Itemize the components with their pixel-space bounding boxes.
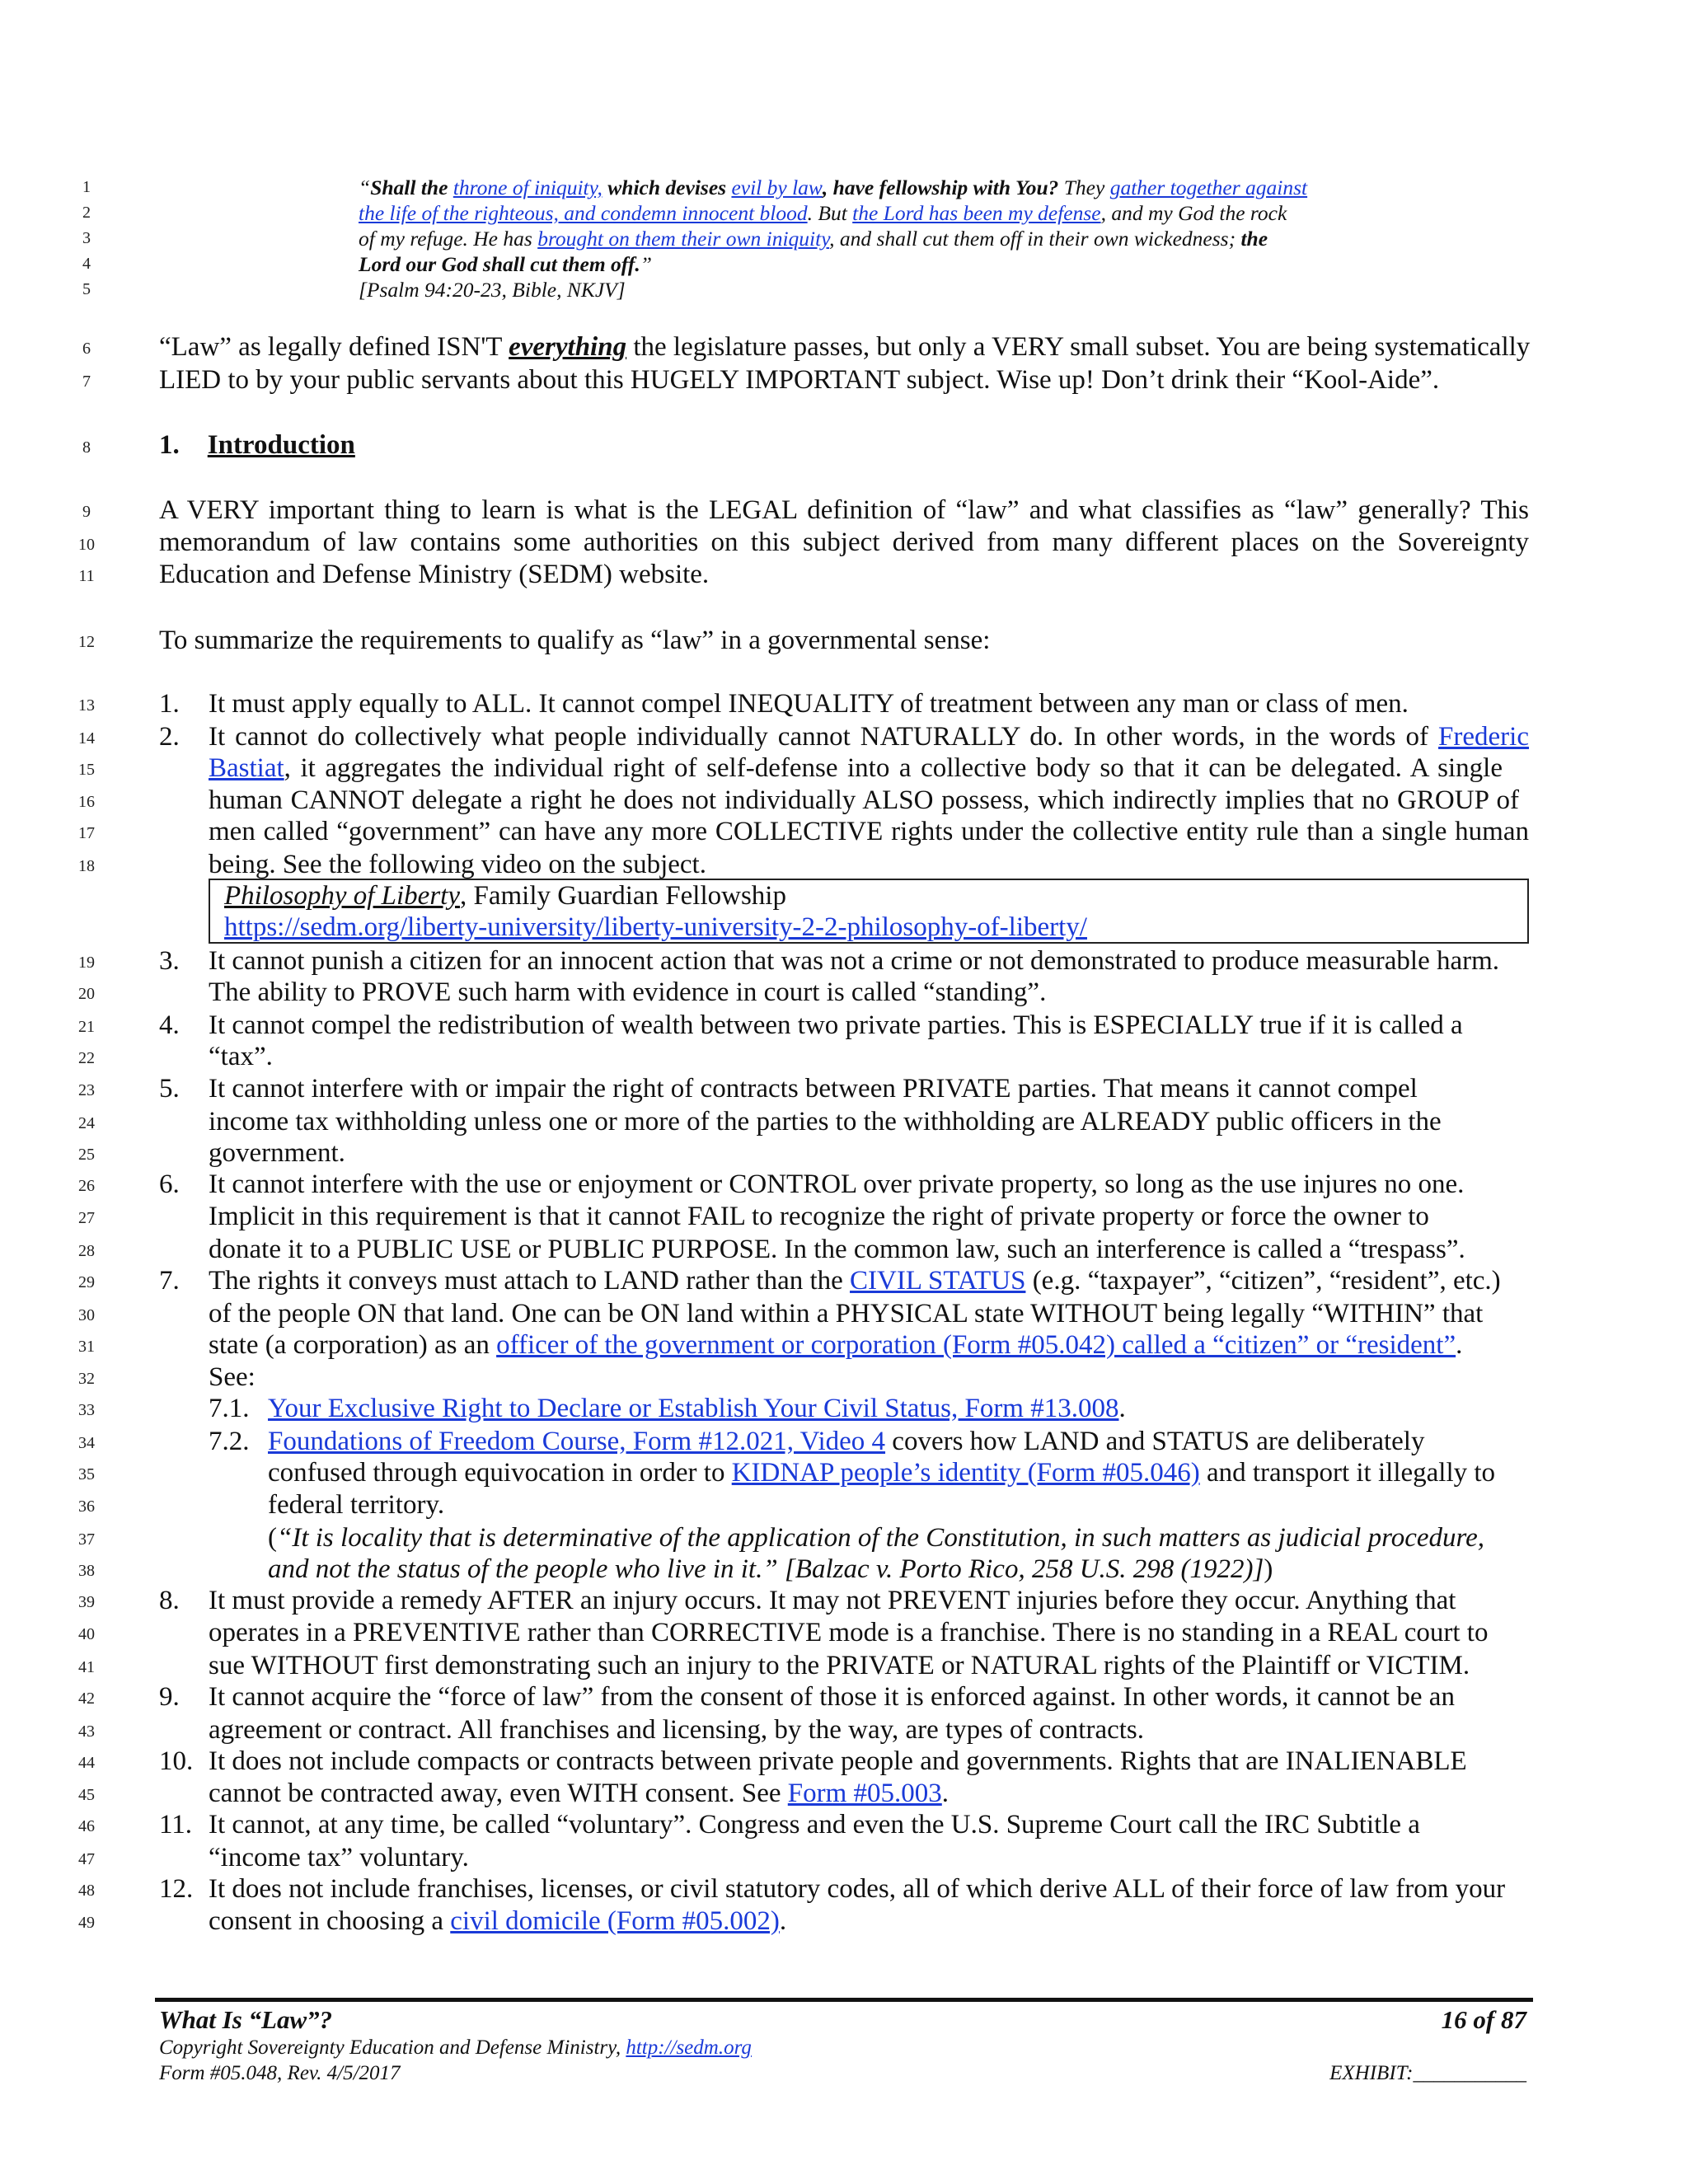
section-heading: 1. Introduction: [159, 430, 355, 460]
line-number: 37: [78, 1530, 95, 1549]
line-number: 4: [82, 255, 91, 273]
quote-line-1: “Shall the throne of iniquity, which devises evil by law, have fellowship with You? They gather together against: [359, 176, 1308, 199]
list-item-cont: government.: [209, 1138, 345, 1168]
line-number: 15: [78, 761, 95, 779]
list-item-cont: cannot be contracted away, even WITH consent. See Form #05.003.: [209, 1779, 950, 1808]
list-item: It cannot do collectively what people individually cannot NATURALLY do. In other words, in the words of Frederic: [209, 722, 1529, 752]
balzac-quote-cont: and not the status of the people who live in it.” [Balzac v. Porto Rico, 258 U.S. 298 (1922)]): [268, 1554, 1273, 1584]
civil-status-link[interactable]: CIVIL STATUS: [850, 1266, 1026, 1296]
line-number: 43: [78, 1722, 95, 1741]
officer-form-05042-link[interactable]: officer of the government or corporation (Form #05.042) called a “citizen” or “resident”: [496, 1330, 1456, 1360]
line-number: 19: [78, 954, 95, 972]
list-item-cont: consent in choosing a civil domicile (Form #05.002).: [209, 1906, 787, 1936]
list-number: 11.: [159, 1810, 193, 1840]
list-number: 4.: [159, 1010, 180, 1040]
line-number: 34: [78, 1434, 95, 1452]
list-item-cont: Implicit in this requirement is that it cannot FAIL to recognize the right of private property or force the owner to: [209, 1202, 1429, 1231]
line-number: 13: [78, 696, 95, 715]
line-number: 1: [82, 178, 91, 196]
list-item: It cannot punish a citizen for an innocent action that was not a crime or not demonstrated to produce measurable harm.: [209, 946, 1500, 976]
line-number: 25: [78, 1146, 95, 1164]
line-number: 8: [82, 438, 91, 457]
footer-copyright: Copyright Sovereignty Education and Defense Ministry, http://sedm.org: [159, 2036, 752, 2059]
line-number: 21: [78, 1018, 95, 1036]
list-item: It does not include franchises, licenses, or civil statutory codes, all of which derive ALL of their force of law from your: [209, 1874, 1506, 1904]
line-number: 14: [78, 729, 95, 748]
line-number: 32: [78, 1370, 95, 1388]
line-number: 39: [78, 1593, 95, 1611]
line-number: 44: [78, 1754, 95, 1772]
intro-line-1: A VERY important thing to learn is what is the LEGAL definition of “law” and what classifies as “law” generally? This: [159, 495, 1529, 525]
line-number: 16: [78, 793, 95, 811]
line-number: 18: [78, 857, 95, 875]
list-item-cont: being. See the following video on the subject.: [209, 850, 706, 879]
line-number: 11: [78, 567, 95, 585]
intro-line-3: Education and Defense Ministry (SEDM) website.: [159, 560, 710, 589]
list-item: It cannot interfere with the use or enjoyment or CONTROL over private property, so long as the use injures no one.: [209, 1169, 1465, 1199]
sublist-item: Your Exclusive Right to Declare or Establish Your Civil Status, Form #13.008.: [268, 1394, 1126, 1423]
line-number: 36: [78, 1497, 95, 1516]
list-number: 10.: [159, 1746, 194, 1776]
list-item-cont: donate it to a PUBLIC USE or PUBLIC PURPOSE. In the common law, such an interference is called a “trespass”.: [209, 1235, 1465, 1264]
list-item-cont: sue WITHOUT first demonstrating such an injury to the PRIVATE or NATURAL rights of the Plaintiff or VICTIM.: [209, 1651, 1470, 1680]
sublist-number: 7.2.: [209, 1427, 250, 1456]
list-number: 1.: [159, 689, 180, 719]
quote-line-3: of my refuge. He has brought on them their own iniquity, and shall cut them off in their own wickedness; the: [359, 227, 1268, 251]
list-item-cont: human CANNOT delegate a right he does not individually ALSO possess, which indirectly implies that no GROUP of: [209, 785, 1519, 815]
line-number: 29: [78, 1273, 95, 1291]
frederic-bastiat-link[interactable]: Frederic: [1438, 722, 1529, 752]
list-item-cont: income tax withholding unless one or more of the parties to the withholding are ALREADY public officers in the: [209, 1107, 1442, 1137]
list-item: It cannot, at any time, be called “voluntary”. Congress and even the U.S. Supreme Court call the IRC Subtitle a: [209, 1810, 1420, 1840]
list-item-cont: “income tax” voluntary.: [209, 1843, 469, 1872]
quote-link-iniquity[interactable]: brought on them their own iniquity: [537, 227, 830, 251]
sublist-number: 7.1.: [209, 1394, 250, 1423]
sublist-item-cont: federal territory.: [268, 1490, 445, 1520]
sublist-item-cont: confused through equivocation in order to KIDNAP people’s identity (Form #05.046) and transport it illegally to: [268, 1458, 1496, 1488]
list-number: 2.: [159, 722, 180, 752]
intro-line-2: memorandum of law contains some authorities on this subject derived from many different places on the Sovereignty: [159, 527, 1529, 557]
list-item-cont: The ability to PROVE such harm with evidence in court is called “standing”.: [209, 977, 1047, 1007]
list-number: 9.: [159, 1682, 180, 1712]
video-url-link[interactable]: https://sedm.org/liberty-university/liberty-university-2-2-philosophy-of-liberty/: [224, 912, 1087, 942]
list-item-cont: See:: [209, 1362, 256, 1392]
list-number: 5.: [159, 1074, 180, 1104]
quote-line-4: Lord our God shall cut them off.”: [359, 252, 652, 276]
balzac-quote: (“It is locality that is determinative of the application of the Constitution, in such matters as judicial procedure,: [268, 1523, 1485, 1553]
line-number: 33: [78, 1401, 95, 1419]
line-number: 41: [78, 1658, 95, 1676]
line-number: 30: [78, 1306, 95, 1324]
line-number: 46: [78, 1817, 95, 1835]
quote-link-gather[interactable]: gather together against: [1109, 176, 1308, 199]
line-number: 28: [78, 1242, 95, 1260]
list-item: It cannot acquire the “force of law” from the consent of those it is enforced against. In other words, it cannot be an: [209, 1682, 1455, 1712]
footer-page-number: 16 of 87: [1441, 2005, 1526, 2034]
line-number: 42: [78, 1690, 95, 1708]
line-number: 45: [78, 1786, 95, 1804]
list-item: It must apply equally to ALL. It cannot compel INEQUALITY of treatment between any man or class of men.: [209, 689, 1409, 719]
list-item: It does not include compacts or contracts between private people and governments. Rights that are INALIENABLE: [209, 1746, 1467, 1776]
video-title: Philosophy of Liberty, Family Guardian Fellowship: [224, 881, 786, 911]
line-number: 24: [78, 1114, 95, 1132]
line-number: 20: [78, 985, 95, 1003]
list-item: It cannot interfere with or impair the right of contracts between PRIVATE parties. That means it cannot compel: [209, 1074, 1418, 1104]
line-number: 2: [82, 204, 91, 222]
line-number: 26: [78, 1177, 95, 1195]
summary-line: To summarize the requirements to qualify as “law” in a governmental sense:: [159, 626, 991, 655]
list-item: It must provide a remedy AFTER an injury occurs. It may not PREVENT injuries before they occur. Anything that: [209, 1586, 1456, 1615]
footer-rule: [155, 1998, 1533, 2002]
list-item-cont: agreement or contract. All franchises and licensing, by the way, are types of contracts.: [209, 1715, 1145, 1745]
form-13008-link[interactable]: Your Exclusive Right to Declare or Establish Your Civil Status, Form #13.008: [268, 1394, 1119, 1423]
list-item: The rights it conveys must attach to LAND rather than the CIVIL STATUS (e.g. “taxpayer”, “citizen”, “resident”, etc.): [209, 1266, 1501, 1296]
quote-link-evil-by-law[interactable]: evil by law: [731, 176, 823, 199]
line-number: 23: [78, 1081, 95, 1099]
line-number: 22: [78, 1049, 95, 1067]
line-number: 49: [78, 1914, 95, 1932]
sedm-site-link[interactable]: http://sedm.org: [626, 2036, 752, 2059]
list-number: 12.: [159, 1874, 194, 1904]
list-number: 8.: [159, 1586, 180, 1615]
list-item: It cannot compel the redistribution of wealth between two private parties. This is ESPECIALLY true if it is called a: [209, 1010, 1463, 1040]
line-number: 17: [78, 824, 95, 842]
lead-line-1: “Law” as legally defined ISN'T everything the legislature passes, but only a VERY small subset. You are being systematically: [159, 332, 1531, 362]
line-number: 38: [78, 1562, 95, 1580]
civil-domicile-link[interactable]: civil domicile (Form #05.002): [450, 1906, 780, 1936]
form-05046-link[interactable]: KIDNAP people’s identity (Form #05.046): [731, 1458, 1200, 1488]
line-number: 6: [82, 340, 91, 358]
list-item-cont: of the people ON that land. One can be ON land within a PHYSICAL state WITHOUT being legally “WITHIN” that: [209, 1299, 1484, 1329]
line-number: 3: [82, 229, 91, 247]
sublist-item: Foundations of Freedom Course, Form #12.021, Video 4 covers how LAND and STATUS are deliberately: [268, 1427, 1425, 1456]
line-number: 48: [78, 1882, 95, 1900]
lead-line-2: LIED to by your public servants about this HUGELY IMPORTANT subject. Wise up! Don’t drink their “Kool-Aide”.: [159, 365, 1440, 395]
list-number: 7.: [159, 1266, 180, 1296]
form-12021-video-link[interactable]: Foundations of Freedom Course, Form #12.021, Video 4: [268, 1427, 886, 1456]
line-number: 12: [78, 633, 95, 651]
form-05003-link[interactable]: Form #05.003: [787, 1779, 942, 1808]
list-item-cont: operates in a PREVENTIVE rather than CORRECTIVE mode is a franchise. There is no standing in a REAL court to: [209, 1618, 1489, 1647]
line-number: 7: [82, 373, 91, 391]
quote-link-life[interactable]: the life of the righteous, and condemn innocent blood: [359, 201, 808, 225]
quote-link-defense[interactable]: the Lord has been my defense: [852, 201, 1101, 225]
line-number: 47: [78, 1850, 95, 1868]
list-item-cont: state (a corporation) as an officer of the government or corporation (Form #05.042) called a “citizen” or “resident”.: [209, 1330, 1463, 1360]
line-number: 27: [78, 1209, 95, 1227]
line-number: 10: [78, 536, 95, 554]
list-item-cont: men called “government” can have any more COLLECTIVE rights under the collective entity rule than a single human: [209, 817, 1529, 846]
line-number: 31: [78, 1338, 95, 1356]
quote-citation: [Psalm 94:20-23, Bible, NKJV]: [359, 278, 626, 302]
list-item-cont: “tax”.: [209, 1042, 273, 1071]
quote-link-throne[interactable]: throne of iniquity,: [452, 176, 603, 199]
footer-title: What Is “Law”?: [159, 2005, 333, 2034]
line-number: 9: [82, 503, 91, 521]
line-number: 5: [82, 280, 91, 298]
line-number: 40: [78, 1625, 95, 1643]
footer-form: Form #05.048, Rev. 4/5/2017: [159, 2062, 401, 2084]
quote-line-2: the life of the righteous, and condemn innocent blood. But the Lord has been my defense, and my God the rock: [359, 201, 1287, 225]
footer-exhibit: EXHIBIT:___________: [1329, 2062, 1526, 2084]
bastiat-link[interactable]: Bastiat: [209, 753, 284, 783]
line-number: 35: [78, 1465, 95, 1483]
list-number: 3.: [159, 946, 180, 976]
list-number: 6.: [159, 1169, 180, 1199]
list-item-cont: Bastiat, it aggregates the individual right of self-defense into a collective body so that it can be delegated. A single: [209, 753, 1503, 783]
